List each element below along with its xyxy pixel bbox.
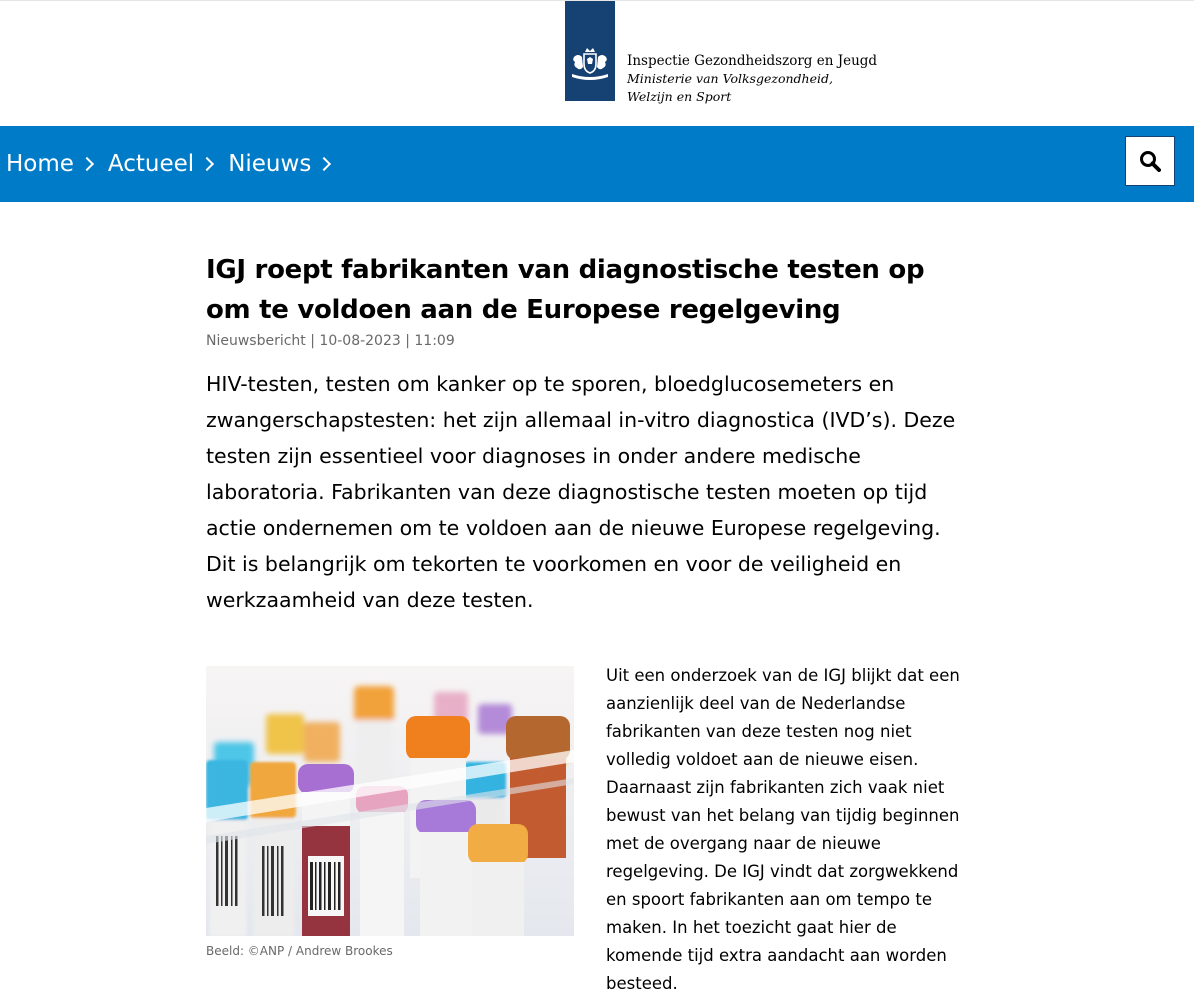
article-figure bbox=[206, 666, 574, 960]
logo-ministry-line-1: Ministerie van Volksgezondheid, bbox=[627, 71, 833, 86]
logo-ministry-line-2: Welzijn en Sport bbox=[627, 89, 732, 104]
chevron-right-icon bbox=[80, 157, 94, 171]
breadcrumb-home-label: Home bbox=[6, 151, 74, 177]
breadcrumb-nieuws[interactable] bbox=[228, 151, 345, 177]
breadcrumb-nieuws-label: Nieuws bbox=[228, 151, 312, 177]
search-button[interactable] bbox=[1125, 136, 1175, 186]
article-title: IGJ roept fabrikanten van diagnostische testen op om te voldoen aan de Europese regelgeving bbox=[206, 255, 925, 325]
article-body: Uit een onderzoek van de IGJ blijkt dat een aanzienlijk deel van de Nederlandse fabrikanten van deze testen nog niet volledig voldoet aan de nieuwe eisen. Daarnaast zijn fabrikanten zich vaak niet bewust van het belang van tijdig beginnen met de overgang naar de nieuwe regelgeving. De IGJ vindt dat zorgwekkend en spoort fabrikanten aan om tempo te maken. In het toezicht gaat hier de komende tijd extra aandacht aan worden besteed. bbox=[606, 666, 960, 993]
logo-text bbox=[627, 52, 877, 106]
site-logo[interactable] bbox=[565, 1, 878, 104]
image-caption: Beeld: ©ANP / Andrew Brookes bbox=[206, 944, 393, 958]
test-tubes-photo bbox=[206, 666, 574, 936]
breadcrumb-home[interactable] bbox=[6, 151, 108, 177]
breadcrumb-actueel[interactable] bbox=[108, 151, 228, 177]
chevron-right-icon bbox=[200, 157, 214, 171]
breadcrumb-actueel-label: Actueel bbox=[107, 151, 195, 177]
coat-of-arms-icon bbox=[568, 47, 612, 81]
breadcrumb bbox=[6, 126, 345, 202]
logo-bar bbox=[565, 1, 615, 101]
article-meta: Nieuwsbericht | 10-08-2023 | 11:09 bbox=[206, 333, 455, 349]
search-icon bbox=[1139, 150, 1161, 172]
article bbox=[206, 250, 976, 618]
chevron-right-icon bbox=[317, 157, 331, 171]
navigation-bar bbox=[0, 126, 1194, 202]
article-lead: HIV-testen, testen om kanker op te sporen, bloedglucosemeters en zwangerschapstesten: het zijn allemaal in-vitro diagnostica (IVD’s). Deze testen zijn essentieel voor diagnoses in onder andere medische laboratoria. Fabrikanten van deze diagnostische testen moeten op tijd actie ondernemen om te voldoen aan de nieuwe Europese regelgeving. Dit is belangrijk om tekorten te voorkomen en voor de veiligheid en werkzaamheid van deze testen. bbox=[206, 372, 956, 612]
logo-organisation: Inspectie Gezondheidszorg en Jeugd bbox=[627, 53, 878, 69]
